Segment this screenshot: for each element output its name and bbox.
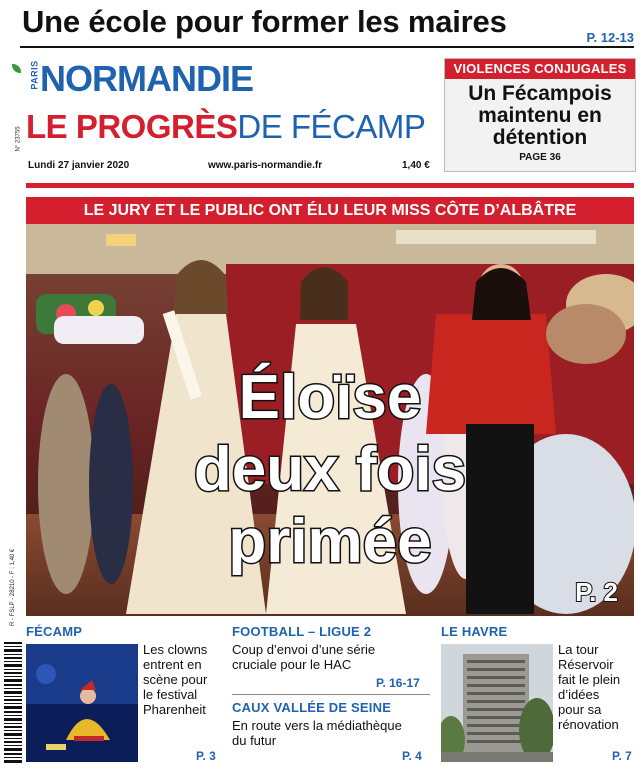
section-label-fecamp: FÉCAMP (26, 624, 83, 639)
barcode-text: R - FSLP - 28210 - F : 1,40 € (10, 548, 16, 626)
section-label-football: FOOTBALL – LIGUE 2 (232, 624, 372, 639)
issue-number: N° 23755 (15, 126, 22, 152)
havre-page: P. 7 (612, 749, 632, 763)
masthead-side (12, 64, 24, 152)
progres-logo-blue: DE FÉCAMP (237, 108, 426, 145)
photo-page: P. 2 (575, 577, 618, 607)
havre-thumbnail[interactable] (441, 644, 553, 762)
teaser-page: PAGE 36 (519, 152, 561, 163)
caux-page: P. 4 (402, 749, 422, 763)
fecamp-page: P. 3 (196, 749, 216, 763)
teaser-headline (445, 83, 635, 149)
caux-article[interactable]: En route vers la médiathèque du futur (232, 718, 402, 748)
section-divider (232, 694, 430, 695)
teaser-line: Un Fécampois (468, 82, 612, 105)
section-label-caux: CAUX VALLÉE DE SEINE (232, 700, 392, 715)
fecamp-article[interactable]: Les clowns entrent en scène pour le festival Pharenheit (143, 642, 208, 717)
lead-photo[interactable] (26, 224, 634, 616)
teaser-line: maintenu en (478, 104, 602, 127)
top-headline-title[interactable]: Une école pour former les maires (22, 4, 507, 39)
top-headline-page: P. 12-13 (586, 30, 634, 45)
barcode-icon (2, 640, 24, 766)
progres-logo-red: LE PROGRÈS (26, 108, 238, 145)
photo-headline-line: primée (228, 507, 432, 576)
fecamp-thumbnail[interactable] (26, 644, 138, 762)
issue-price: 1,40 € (402, 160, 430, 171)
top-headline (0, 0, 640, 50)
teaser-line: détention (492, 126, 588, 149)
lead-banner[interactable]: LE JURY ET LE PUBLIC ONT ÉLU LEUR MISS CÔTE D’ALBÂTRE (26, 197, 634, 224)
normandie-logo: NORMANDIE (40, 58, 253, 99)
football-article[interactable]: Coup d’envoi d’une série cruciale pour le HAC (232, 642, 376, 672)
website-url[interactable]: www.paris-normandie.fr (208, 160, 323, 171)
teaser-kicker: VIOLENCES CONJUGALES (445, 59, 635, 79)
top-headline-rule (20, 46, 634, 48)
photo-headline-line: Éloïse (238, 363, 422, 432)
progres-logo (26, 108, 425, 146)
clown-image (26, 644, 138, 762)
photo-headline-line: deux fois (193, 435, 467, 504)
football-page: P. 16-17 (376, 676, 420, 690)
section-label-le-havre: LE HAVRE (441, 624, 508, 639)
masthead (12, 56, 432, 178)
tower-image (441, 644, 553, 762)
issue-date: Lundi 27 janvier 2020 (28, 160, 130, 171)
photo-headline (26, 362, 634, 578)
red-divider (26, 183, 634, 188)
havre-article[interactable]: La tour Réservoir fait le plein d’idées pour sa rénovation (558, 642, 621, 732)
paris-label: PARIS (29, 60, 40, 90)
teaser-box[interactable] (444, 58, 636, 172)
leaf-icon (12, 64, 21, 73)
